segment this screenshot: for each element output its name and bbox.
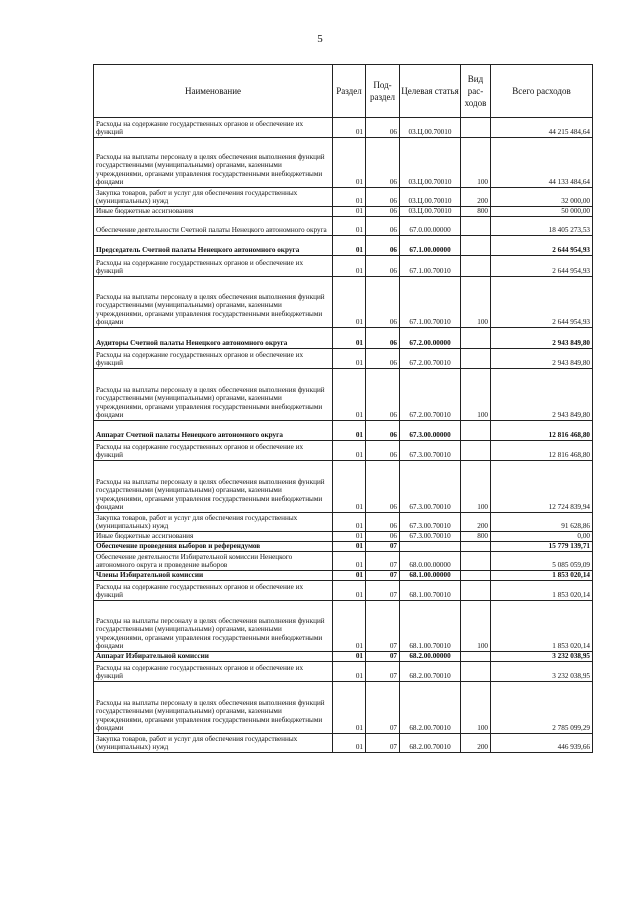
row-name: Закупка товаров, работ и услуг для обеспечения государственных (муниципальных) нужд	[94, 513, 333, 532]
row-vid	[461, 542, 491, 552]
row-podrazdel: 06	[366, 217, 400, 236]
table-row	[94, 581, 593, 601]
row-name: Расходы на содержание государственных органов и обеспечение их функций	[94, 662, 333, 682]
header-name: Наименование	[94, 65, 333, 118]
row-razdel: 01	[333, 461, 366, 513]
row-razdel: 01	[333, 236, 366, 256]
row-podrazdel: 06	[366, 138, 400, 188]
row-name: Обеспечение проведения выборов и референдумов	[94, 542, 333, 552]
row-podrazdel: 06	[366, 441, 400, 461]
row-name: Расходы на выплаты персоналу в целях обеспечения выполнения функций государственными (муниципальными) органами, казенными учреждениями, органами управления государственными внебюджетными фондами	[94, 277, 333, 328]
table-row	[94, 682, 593, 734]
row-vid	[461, 652, 491, 662]
table-row	[94, 349, 593, 369]
row-podrazdel: 06	[366, 118, 400, 138]
row-podrazdel: 07	[366, 571, 400, 581]
row-vid: 100	[461, 138, 491, 188]
table-row	[94, 552, 593, 571]
row-vid	[461, 571, 491, 581]
row-podrazdel: 06	[366, 277, 400, 328]
row-razdel: 01	[333, 532, 366, 542]
row-podrazdel: 07	[366, 652, 400, 662]
row-target: 67.3.00.70010	[400, 513, 461, 532]
table-row	[94, 652, 593, 662]
row-name: Закупка товаров, работ и услуг для обеспечения государственных (муниципальных) нужд	[94, 734, 333, 753]
row-razdel: 01	[333, 349, 366, 369]
row-target: 68.2.00.70010	[400, 734, 461, 753]
row-target	[400, 542, 461, 552]
row-vid	[461, 256, 491, 277]
row-razdel: 01	[333, 217, 366, 236]
row-podrazdel: 06	[366, 532, 400, 542]
table-row	[94, 571, 593, 581]
row-total: 2 644 954,93	[491, 236, 593, 256]
row-vid	[461, 662, 491, 682]
row-name: Аудиторы Счетной палаты Ненецкого автономного округа	[94, 328, 333, 349]
table-row	[94, 421, 593, 441]
row-razdel: 01	[333, 256, 366, 277]
row-name: Иные бюджетные ассигнования	[94, 207, 333, 217]
row-vid: 200	[461, 188, 491, 207]
table-row	[94, 236, 593, 256]
row-target: 67.3.00.00000	[400, 421, 461, 441]
row-total: 2 943 849,80	[491, 328, 593, 349]
row-razdel: 01	[333, 207, 366, 217]
row-vid	[461, 118, 491, 138]
row-target: 67.3.00.70010	[400, 441, 461, 461]
row-name: Расходы на содержание государственных органов и обеспечение их функций	[94, 256, 333, 277]
row-podrazdel: 07	[366, 734, 400, 753]
table-header-row	[94, 65, 593, 118]
row-razdel: 01	[333, 513, 366, 532]
row-vid: 100	[461, 601, 491, 652]
row-podrazdel: 06	[366, 369, 400, 421]
row-total: 3 232 038,95	[491, 652, 593, 662]
row-target: 03.Ц.00.70010	[400, 118, 461, 138]
row-razdel: 01	[333, 601, 366, 652]
table-row	[94, 118, 593, 138]
row-podrazdel: 06	[366, 207, 400, 217]
row-podrazdel: 06	[366, 236, 400, 256]
row-name: Расходы на содержание государственных органов и обеспечение их функций	[94, 349, 333, 369]
row-podrazdel: 06	[366, 461, 400, 513]
row-target: 67.0.00.00000	[400, 217, 461, 236]
row-target: 68.2.00.70010	[400, 682, 461, 734]
row-name: Расходы на выплаты персоналу в целях обеспечения выполнения функций государственными (муниципальными) органами, казенными учреждениями, органами управления государственными внебюджетными фондами	[94, 601, 333, 652]
row-total: 3 232 038,95	[491, 662, 593, 682]
row-target: 67.1.00.70010	[400, 256, 461, 277]
row-target: 67.3.00.70010	[400, 461, 461, 513]
row-vid	[461, 421, 491, 441]
row-target: 68.0.00.00000	[400, 552, 461, 571]
row-target: 03.Ц.00.70010	[400, 207, 461, 217]
row-name: Члены Избирательной комиссии	[94, 571, 333, 581]
table-row	[94, 188, 593, 207]
row-vid	[461, 328, 491, 349]
row-razdel: 01	[333, 552, 366, 571]
row-total: 44 215 484,64	[491, 118, 593, 138]
row-razdel: 01	[333, 328, 366, 349]
row-name: Расходы на выплаты персоналу в целях обеспечения выполнения функций государственными (муниципальными) органами, казенными учреждениями, органами управления государственными внебюджетными фондами	[94, 682, 333, 734]
row-name: Иные бюджетные ассигнования	[94, 532, 333, 542]
row-name: Расходы на выплаты персоналу в целях обеспечения выполнения функций государственными (муниципальными) органами, казенными учреждениями, органами управления государственными внебюджетными фондами	[94, 461, 333, 513]
row-target: 68.1.00.00000	[400, 571, 461, 581]
row-name: Аппарат Счетной палаты Ненецкого автономного округа	[94, 421, 333, 441]
row-podrazdel: 07	[366, 542, 400, 552]
table-body	[94, 118, 593, 753]
row-total: 2 943 849,80	[491, 369, 593, 421]
header-vid: Вид рас-ходов	[461, 65, 491, 118]
row-razdel: 01	[333, 581, 366, 601]
row-razdel: 01	[333, 188, 366, 207]
row-razdel: 01	[333, 571, 366, 581]
row-vid	[461, 236, 491, 256]
table-row	[94, 277, 593, 328]
row-target: 03.Ц.00.70010	[400, 188, 461, 207]
row-target: 68.2.00.70010	[400, 662, 461, 682]
row-podrazdel: 07	[366, 601, 400, 652]
row-vid: 200	[461, 513, 491, 532]
row-name: Обеспечение деятельности Избирательной комиссии Ненецкого автономного округа и проведение выборов	[94, 552, 333, 571]
row-total: 2 943 849,80	[491, 349, 593, 369]
table-row	[94, 601, 593, 652]
row-vid: 100	[461, 682, 491, 734]
table-row	[94, 662, 593, 682]
row-name: Расходы на содержание государственных органов и обеспечение их функций	[94, 441, 333, 461]
row-vid: 100	[461, 277, 491, 328]
page-number: 5	[317, 33, 323, 45]
row-total: 91 628,86	[491, 513, 593, 532]
row-name: Расходы на выплаты персоналу в целях обеспечения выполнения функций государственными (муниципальными) органами, казенными учреждениями, органами управления государственными внебюджетными фондами	[94, 369, 333, 421]
table-row	[94, 734, 593, 753]
row-razdel: 01	[333, 369, 366, 421]
row-target: 67.1.00.70010	[400, 277, 461, 328]
row-razdel: 01	[333, 441, 366, 461]
row-total: 2 644 954,93	[491, 277, 593, 328]
row-name: Закупка товаров, работ и услуг для обеспечения государственных (муниципальных) нужд	[94, 188, 333, 207]
row-name: Расходы на содержание государственных органов и обеспечение их функций	[94, 581, 333, 601]
row-vid	[461, 552, 491, 571]
header-razdel: Раздел	[333, 65, 366, 118]
row-podrazdel: 07	[366, 552, 400, 571]
row-total: 2 785 099,29	[491, 682, 593, 734]
row-target: 68.1.00.70010	[400, 581, 461, 601]
row-vid: 800	[461, 207, 491, 217]
row-name: Расходы на содержание государственных органов и обеспечение их функций	[94, 118, 333, 138]
row-vid	[461, 581, 491, 601]
row-vid: 100	[461, 461, 491, 513]
budget-table	[93, 64, 593, 753]
table-row	[94, 328, 593, 349]
row-name: Расходы на выплаты персоналу в целях обеспечения выполнения функций государственными (муниципальными) органами, казенными учреждениями, органами управления государственными внебюджетными фондами	[94, 138, 333, 188]
table-row	[94, 513, 593, 532]
row-vid	[461, 217, 491, 236]
row-razdel: 01	[333, 118, 366, 138]
table-row	[94, 369, 593, 421]
row-total: 32 000,00	[491, 188, 593, 207]
row-podrazdel: 06	[366, 256, 400, 277]
row-vid: 200	[461, 734, 491, 753]
row-total: 18 405 273,53	[491, 217, 593, 236]
row-total: 12 816 468,80	[491, 441, 593, 461]
row-vid: 100	[461, 369, 491, 421]
table-row	[94, 217, 593, 236]
row-total: 1 853 020,14	[491, 601, 593, 652]
table-row	[94, 461, 593, 513]
row-total: 15 779 139,71	[491, 542, 593, 552]
row-name: Аппарат Избирательной комиссии	[94, 652, 333, 662]
row-target: 68.1.00.70010	[400, 601, 461, 652]
row-total: 12 816 468,80	[491, 421, 593, 441]
row-total: 446 939,66	[491, 734, 593, 753]
row-total: 1 853 020,14	[491, 581, 593, 601]
row-name: Обеспечение деятельности Счетной палаты Ненецкого автономного округа	[94, 217, 333, 236]
table-row	[94, 542, 593, 552]
row-razdel: 01	[333, 542, 366, 552]
row-razdel: 01	[333, 682, 366, 734]
row-podrazdel: 06	[366, 513, 400, 532]
row-target: 67.3.00.70010	[400, 532, 461, 542]
row-vid	[461, 441, 491, 461]
row-razdel: 01	[333, 138, 366, 188]
table-row	[94, 138, 593, 188]
row-target: 03.Ц.00.70010	[400, 138, 461, 188]
header-target: Целевая статья	[400, 65, 461, 118]
row-razdel: 01	[333, 734, 366, 753]
table-row	[94, 441, 593, 461]
row-podrazdel: 06	[366, 188, 400, 207]
row-target: 67.2.00.70010	[400, 349, 461, 369]
row-total: 0,00	[491, 532, 593, 542]
header-podrazdel: Под-раздел	[366, 65, 400, 118]
row-razdel: 01	[333, 652, 366, 662]
row-name: Председатель Счетной палаты Ненецкого автономного округа	[94, 236, 333, 256]
table-row	[94, 256, 593, 277]
header-total: Всего расходов	[491, 65, 593, 118]
row-total: 12 724 839,94	[491, 461, 593, 513]
row-razdel: 01	[333, 277, 366, 328]
row-total: 2 644 954,93	[491, 256, 593, 277]
row-total: 1 853 020,14	[491, 571, 593, 581]
row-target: 67.2.00.70010	[400, 369, 461, 421]
row-vid	[461, 349, 491, 369]
row-total: 44 133 484,64	[491, 138, 593, 188]
row-target: 67.2.00.00000	[400, 328, 461, 349]
row-target: 68.2.00.00000	[400, 652, 461, 662]
row-total: 5 085 059,09	[491, 552, 593, 571]
row-vid: 800	[461, 532, 491, 542]
row-podrazdel: 06	[366, 349, 400, 369]
row-podrazdel: 07	[366, 581, 400, 601]
table-row	[94, 207, 593, 217]
row-podrazdel: 07	[366, 662, 400, 682]
row-razdel: 01	[333, 421, 366, 441]
row-podrazdel: 06	[366, 421, 400, 441]
row-podrazdel: 06	[366, 328, 400, 349]
row-target: 67.1.00.00000	[400, 236, 461, 256]
row-total: 50 000,00	[491, 207, 593, 217]
table-row	[94, 532, 593, 542]
row-podrazdel: 07	[366, 682, 400, 734]
row-razdel: 01	[333, 662, 366, 682]
